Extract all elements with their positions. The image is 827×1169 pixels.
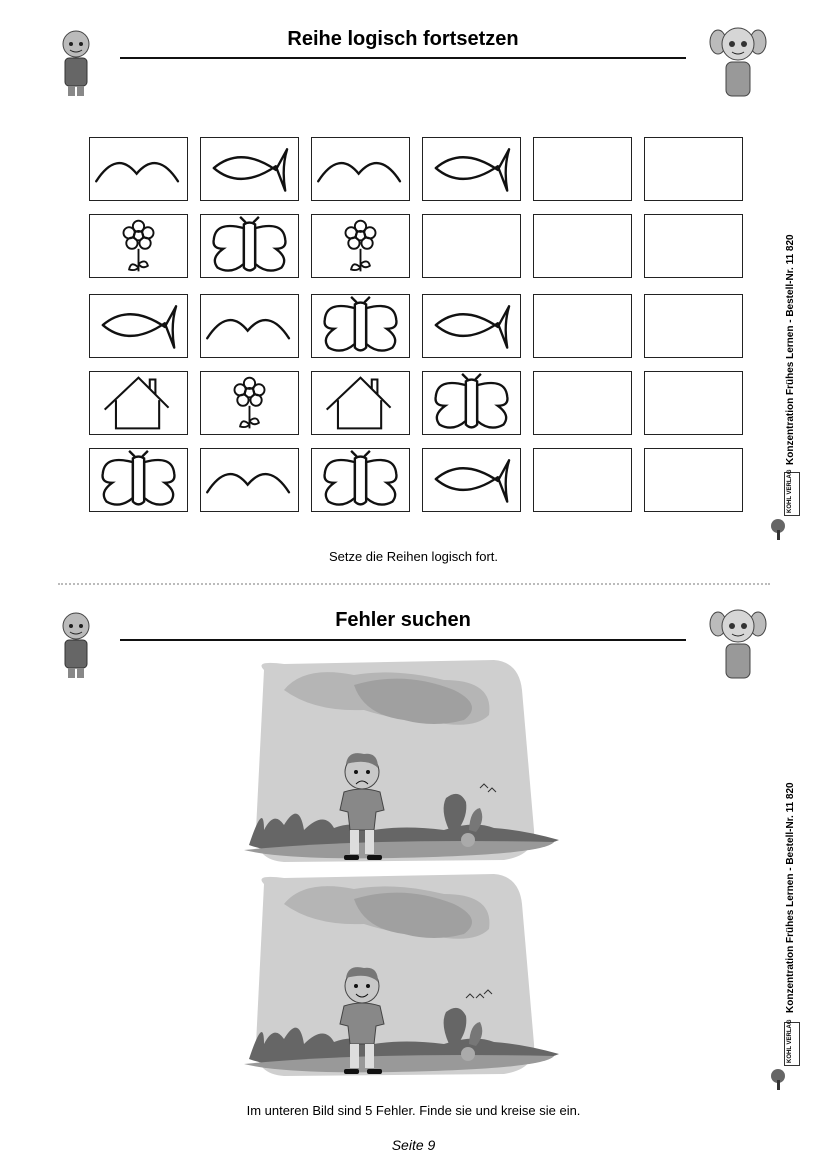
pattern-cell [311, 294, 410, 358]
empty-answer-cell[interactable] [422, 214, 521, 278]
empty-answer-cell[interactable] [644, 448, 743, 512]
house-icon [90, 372, 187, 434]
pattern-cell [89, 137, 188, 201]
title-underline [120, 57, 686, 59]
pattern-cell [311, 448, 410, 512]
empty-answer-cell[interactable] [644, 294, 743, 358]
dotted-divider [58, 583, 770, 585]
pattern-cell [311, 137, 410, 201]
section-title: Reihe logisch fortsetzen [287, 28, 519, 50]
boy-character-icon [56, 610, 96, 682]
publisher-logo-text: KOHL VERLAG [787, 1019, 793, 1063]
girl-character-icon [708, 604, 768, 682]
fish-icon [423, 449, 520, 511]
pattern-cell [200, 294, 299, 358]
fish-icon [90, 295, 187, 357]
sidebar-publisher-text: Konzentration Frühes Lernen - Bestell-Nr. 11 820 [785, 782, 796, 1013]
butterfly-icon [312, 449, 409, 511]
fish-icon [201, 138, 298, 200]
flower-icon [90, 215, 187, 277]
pattern-cell [200, 448, 299, 512]
empty-answer-cell[interactable] [644, 137, 743, 201]
tree-logo-icon [770, 516, 790, 540]
empty-answer-cell[interactable] [533, 137, 632, 201]
fish-icon [423, 295, 520, 357]
butterfly-icon [423, 372, 520, 434]
instruction-text: Setze die Reihen logisch fort. [328, 549, 499, 564]
instruction-text: Im unteren Bild sind 5 Fehler. Finde sie und kreise sie ein. [246, 1103, 581, 1118]
butterfly-icon [90, 449, 187, 511]
flower-icon [201, 372, 298, 434]
arch-icon [90, 138, 187, 200]
empty-answer-cell[interactable] [644, 214, 743, 278]
boy-character-icon [56, 28, 96, 100]
empty-answer-cell[interactable] [533, 448, 632, 512]
pattern-cell [422, 448, 521, 512]
flower-icon [312, 215, 409, 277]
pattern-cell [422, 137, 521, 201]
empty-answer-cell[interactable] [533, 294, 632, 358]
pattern-cell [200, 137, 299, 201]
title-underline [120, 639, 686, 641]
pattern-cell [422, 294, 521, 358]
fish-icon [423, 138, 520, 200]
arch-icon [201, 449, 298, 511]
pattern-cell [89, 448, 188, 512]
pattern-cell [200, 214, 299, 278]
butterfly-icon [201, 215, 298, 277]
section-title: Fehler suchen [335, 609, 471, 631]
girl-character-icon [708, 22, 768, 100]
arch-icon [312, 138, 409, 200]
house-icon [312, 372, 409, 434]
publisher-logo [784, 469, 800, 516]
arch-icon [201, 295, 298, 357]
publisher-logo [784, 1019, 800, 1066]
sidebar-publisher-text: Konzentration Frühes Lernen - Bestell-Nr. 11 820 [785, 234, 796, 465]
pattern-cell [422, 371, 521, 435]
publisher-logo-text: KOHL VERLAG [787, 469, 793, 513]
empty-answer-cell[interactable] [533, 371, 632, 435]
page-number: Seite 9 [391, 1137, 436, 1153]
pattern-cell [89, 294, 188, 358]
pattern-cell [89, 214, 188, 278]
pattern-cell [89, 371, 188, 435]
butterfly-icon [312, 295, 409, 357]
tree-logo-icon [770, 1066, 790, 1090]
scene-picture-top [244, 660, 564, 868]
pattern-cell [200, 371, 299, 435]
empty-answer-cell[interactable] [644, 371, 743, 435]
pattern-cell [311, 371, 410, 435]
pattern-cell [311, 214, 410, 278]
empty-answer-cell[interactable] [533, 214, 632, 278]
scene-picture-bottom [244, 874, 564, 1084]
